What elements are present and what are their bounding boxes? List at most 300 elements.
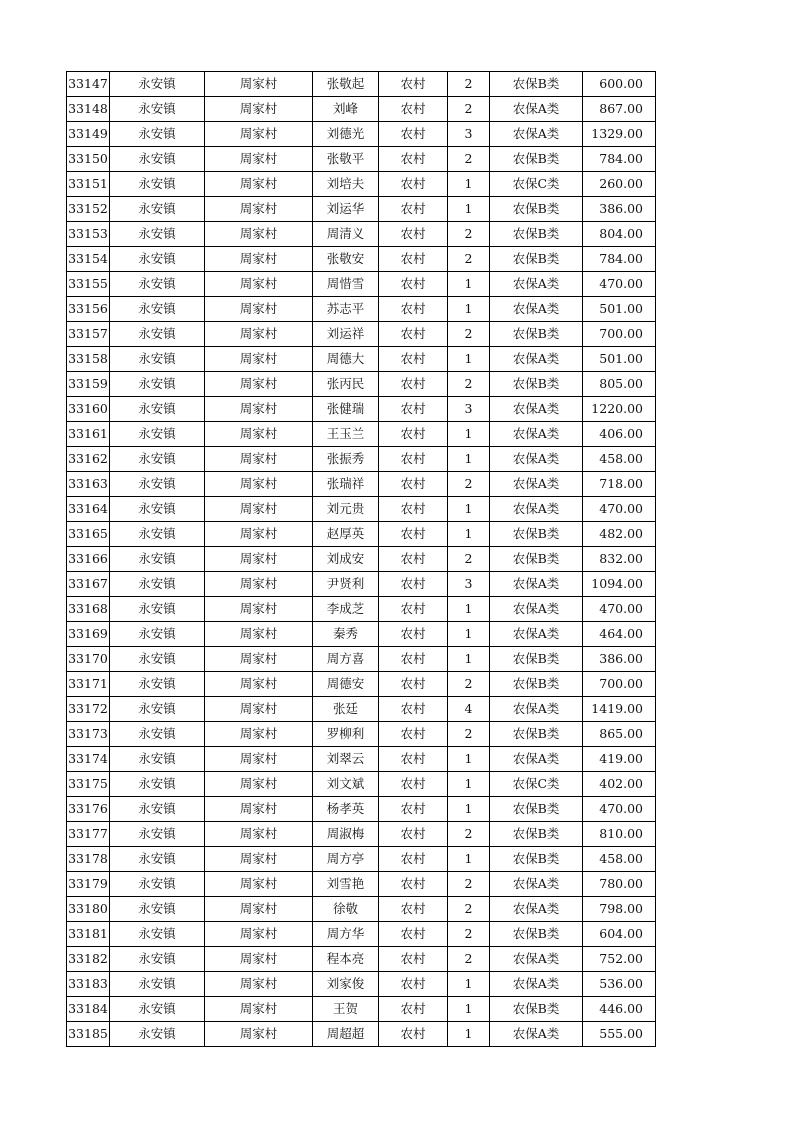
- insurance-category-cell: 农保A类: [490, 97, 583, 122]
- record-number-cell: 33165: [67, 522, 110, 547]
- town-cell: 永安镇: [110, 97, 205, 122]
- insurance-category-cell: 农保B类: [490, 72, 583, 97]
- person-name-cell: 张廷: [313, 697, 379, 722]
- record-number-cell: 33149: [67, 122, 110, 147]
- table-row: [67, 247, 656, 272]
- record-number-cell: 33167: [67, 572, 110, 597]
- household-type-cell: 农村: [379, 97, 448, 122]
- village-cell: 周家村: [205, 547, 313, 572]
- household-size-cell: 2: [448, 672, 490, 697]
- record-number-cell: 33185: [67, 1022, 110, 1047]
- household-type-cell: 农村: [379, 72, 448, 97]
- insurance-category-cell: 农保B类: [490, 722, 583, 747]
- amount-cell: 260.00: [583, 172, 656, 197]
- person-name-cell: 刘培夫: [313, 172, 379, 197]
- household-size-cell: 2: [448, 897, 490, 922]
- record-number-cell: 33182: [67, 947, 110, 972]
- record-number-cell: 33184: [67, 997, 110, 1022]
- household-size-cell: 1: [448, 597, 490, 622]
- amount-cell: 752.00: [583, 947, 656, 972]
- town-cell: 永安镇: [110, 1022, 205, 1047]
- amount-cell: 458.00: [583, 847, 656, 872]
- household-size-cell: 1: [448, 172, 490, 197]
- village-cell: 周家村: [205, 1022, 313, 1047]
- household-size-cell: 1: [448, 347, 490, 372]
- household-type-cell: 农村: [379, 1022, 448, 1047]
- household-size-cell: 4: [448, 697, 490, 722]
- person-name-cell: 赵厚英: [313, 522, 379, 547]
- roster-body: [67, 72, 656, 1047]
- household-size-cell: 1: [448, 997, 490, 1022]
- record-number-cell: 33181: [67, 922, 110, 947]
- person-name-cell: 周方亭: [313, 847, 379, 872]
- amount-cell: 604.00: [583, 922, 656, 947]
- insurance-category-cell: 农保B类: [490, 997, 583, 1022]
- insurance-category-cell: 农保A类: [490, 297, 583, 322]
- table-row: [67, 622, 656, 647]
- table-row: [67, 372, 656, 397]
- insurance-category-cell: 农保B类: [490, 372, 583, 397]
- household-type-cell: 农村: [379, 897, 448, 922]
- amount-cell: 867.00: [583, 97, 656, 122]
- village-cell: 周家村: [205, 247, 313, 272]
- household-size-cell: 2: [448, 872, 490, 897]
- household-type-cell: 农村: [379, 322, 448, 347]
- amount-cell: 464.00: [583, 622, 656, 647]
- table-row: [67, 597, 656, 622]
- insurance-category-cell: 农保A类: [490, 572, 583, 597]
- household-type-cell: 农村: [379, 822, 448, 847]
- town-cell: 永安镇: [110, 922, 205, 947]
- record-number-cell: 33155: [67, 272, 110, 297]
- town-cell: 永安镇: [110, 872, 205, 897]
- record-number-cell: 33169: [67, 622, 110, 647]
- insurance-category-cell: 农保A类: [490, 397, 583, 422]
- village-cell: 周家村: [205, 672, 313, 697]
- village-cell: 周家村: [205, 397, 313, 422]
- person-name-cell: 刘翠云: [313, 747, 379, 772]
- insurance-category-cell: 农保B类: [490, 797, 583, 822]
- insurance-category-cell: 农保B类: [490, 847, 583, 872]
- town-cell: 永安镇: [110, 172, 205, 197]
- table-row: [67, 772, 656, 797]
- household-type-cell: 农村: [379, 972, 448, 997]
- village-cell: 周家村: [205, 797, 313, 822]
- table-row: [67, 572, 656, 597]
- town-cell: 永安镇: [110, 447, 205, 472]
- insurance-category-cell: 农保C类: [490, 172, 583, 197]
- town-cell: 永安镇: [110, 272, 205, 297]
- town-cell: 永安镇: [110, 597, 205, 622]
- person-name-cell: 周方华: [313, 922, 379, 947]
- table-row: [67, 397, 656, 422]
- household-size-cell: 2: [448, 97, 490, 122]
- record-number-cell: 33176: [67, 797, 110, 822]
- table-row: [67, 947, 656, 972]
- town-cell: 永安镇: [110, 972, 205, 997]
- household-type-cell: 农村: [379, 472, 448, 497]
- household-size-cell: 2: [448, 472, 490, 497]
- insurance-category-cell: 农保A类: [490, 697, 583, 722]
- town-cell: 永安镇: [110, 572, 205, 597]
- table-row: [67, 647, 656, 672]
- household-type-cell: 农村: [379, 122, 448, 147]
- record-number-cell: 33158: [67, 347, 110, 372]
- household-type-cell: 农村: [379, 247, 448, 272]
- amount-cell: 832.00: [583, 547, 656, 572]
- person-name-cell: 张振秀: [313, 447, 379, 472]
- amount-cell: 1419.00: [583, 697, 656, 722]
- amount-cell: 804.00: [583, 222, 656, 247]
- household-type-cell: 农村: [379, 947, 448, 972]
- table-row: [67, 222, 656, 247]
- household-type-cell: 农村: [379, 922, 448, 947]
- person-name-cell: 刘成安: [313, 547, 379, 572]
- insurance-category-cell: 农保B类: [490, 672, 583, 697]
- household-size-cell: 1: [448, 447, 490, 472]
- household-type-cell: 农村: [379, 372, 448, 397]
- village-cell: 周家村: [205, 522, 313, 547]
- insurance-category-cell: 农保B类: [490, 647, 583, 672]
- town-cell: 永安镇: [110, 797, 205, 822]
- table-row: [67, 872, 656, 897]
- household-size-cell: 2: [448, 372, 490, 397]
- person-name-cell: 李成芝: [313, 597, 379, 622]
- person-name-cell: 秦秀: [313, 622, 379, 647]
- town-cell: 永安镇: [110, 697, 205, 722]
- record-number-cell: 33178: [67, 847, 110, 872]
- village-cell: 周家村: [205, 847, 313, 872]
- village-cell: 周家村: [205, 322, 313, 347]
- person-name-cell: 苏志平: [313, 297, 379, 322]
- village-cell: 周家村: [205, 822, 313, 847]
- town-cell: 永安镇: [110, 897, 205, 922]
- insurance-category-cell: 农保B类: [490, 547, 583, 572]
- amount-cell: 1220.00: [583, 397, 656, 422]
- record-number-cell: 33175: [67, 772, 110, 797]
- household-size-cell: 1: [448, 497, 490, 522]
- village-cell: 周家村: [205, 222, 313, 247]
- table-row: [67, 72, 656, 97]
- amount-cell: 406.00: [583, 422, 656, 447]
- amount-cell: 700.00: [583, 672, 656, 697]
- person-name-cell: 周方喜: [313, 647, 379, 672]
- record-number-cell: 33159: [67, 372, 110, 397]
- amount-cell: 798.00: [583, 897, 656, 922]
- household-type-cell: 农村: [379, 997, 448, 1022]
- person-name-cell: 张敬安: [313, 247, 379, 272]
- household-type-cell: 农村: [379, 847, 448, 872]
- allowance-roster-table: [66, 71, 656, 1047]
- amount-cell: 470.00: [583, 272, 656, 297]
- village-cell: 周家村: [205, 972, 313, 997]
- household-type-cell: 农村: [379, 147, 448, 172]
- town-cell: 永安镇: [110, 397, 205, 422]
- town-cell: 永安镇: [110, 647, 205, 672]
- town-cell: 永安镇: [110, 772, 205, 797]
- village-cell: 周家村: [205, 372, 313, 397]
- amount-cell: 470.00: [583, 497, 656, 522]
- person-name-cell: 刘峰: [313, 97, 379, 122]
- insurance-category-cell: 农保A类: [490, 747, 583, 772]
- amount-cell: 718.00: [583, 472, 656, 497]
- town-cell: 永安镇: [110, 422, 205, 447]
- household-size-cell: 1: [448, 797, 490, 822]
- town-cell: 永安镇: [110, 722, 205, 747]
- table-row: [67, 347, 656, 372]
- record-number-cell: 33157: [67, 322, 110, 347]
- town-cell: 永安镇: [110, 472, 205, 497]
- insurance-category-cell: 农保A类: [490, 947, 583, 972]
- household-type-cell: 农村: [379, 497, 448, 522]
- household-size-cell: 1: [448, 522, 490, 547]
- insurance-category-cell: 农保B类: [490, 822, 583, 847]
- person-name-cell: 张敬平: [313, 147, 379, 172]
- household-type-cell: 农村: [379, 522, 448, 547]
- record-number-cell: 33156: [67, 297, 110, 322]
- person-name-cell: 张敬起: [313, 72, 379, 97]
- village-cell: 周家村: [205, 272, 313, 297]
- town-cell: 永安镇: [110, 322, 205, 347]
- town-cell: 永安镇: [110, 197, 205, 222]
- village-cell: 周家村: [205, 922, 313, 947]
- town-cell: 永安镇: [110, 547, 205, 572]
- person-name-cell: 刘运祥: [313, 322, 379, 347]
- amount-cell: 780.00: [583, 872, 656, 897]
- record-number-cell: 33170: [67, 647, 110, 672]
- household-type-cell: 农村: [379, 572, 448, 597]
- insurance-category-cell: 农保A类: [490, 472, 583, 497]
- record-number-cell: 33171: [67, 672, 110, 697]
- person-name-cell: 周淑梅: [313, 822, 379, 847]
- household-type-cell: 农村: [379, 797, 448, 822]
- household-size-cell: 1: [448, 1022, 490, 1047]
- record-number-cell: 33161: [67, 422, 110, 447]
- table-row: [67, 547, 656, 572]
- insurance-category-cell: 农保A类: [490, 597, 583, 622]
- table-row: [67, 172, 656, 197]
- household-size-cell: 1: [448, 647, 490, 672]
- household-type-cell: 农村: [379, 272, 448, 297]
- person-name-cell: 刘运华: [313, 197, 379, 222]
- village-cell: 周家村: [205, 447, 313, 472]
- person-name-cell: 刘德光: [313, 122, 379, 147]
- insurance-category-cell: 农保B类: [490, 322, 583, 347]
- household-size-cell: 2: [448, 722, 490, 747]
- household-type-cell: 农村: [379, 547, 448, 572]
- household-type-cell: 农村: [379, 622, 448, 647]
- person-name-cell: 王贺: [313, 997, 379, 1022]
- person-name-cell: 尹贤利: [313, 572, 379, 597]
- village-cell: 周家村: [205, 872, 313, 897]
- person-name-cell: 王玉兰: [313, 422, 379, 447]
- village-cell: 周家村: [205, 622, 313, 647]
- village-cell: 周家村: [205, 697, 313, 722]
- household-size-cell: 2: [448, 222, 490, 247]
- town-cell: 永安镇: [110, 622, 205, 647]
- person-name-cell: 周超超: [313, 1022, 379, 1047]
- town-cell: 永安镇: [110, 747, 205, 772]
- insurance-category-cell: 农保C类: [490, 772, 583, 797]
- village-cell: 周家村: [205, 647, 313, 672]
- village-cell: 周家村: [205, 122, 313, 147]
- amount-cell: 805.00: [583, 372, 656, 397]
- household-type-cell: 农村: [379, 197, 448, 222]
- amount-cell: 700.00: [583, 322, 656, 347]
- household-size-cell: 1: [448, 847, 490, 872]
- household-size-cell: 2: [448, 547, 490, 572]
- record-number-cell: 33177: [67, 822, 110, 847]
- table-row: [67, 722, 656, 747]
- household-type-cell: 农村: [379, 222, 448, 247]
- insurance-category-cell: 农保A类: [490, 972, 583, 997]
- household-size-cell: 2: [448, 247, 490, 272]
- record-number-cell: 33163: [67, 472, 110, 497]
- person-name-cell: 徐敬: [313, 897, 379, 922]
- household-size-cell: 2: [448, 147, 490, 172]
- village-cell: 周家村: [205, 197, 313, 222]
- household-type-cell: 农村: [379, 697, 448, 722]
- village-cell: 周家村: [205, 947, 313, 972]
- village-cell: 周家村: [205, 97, 313, 122]
- household-size-cell: 2: [448, 922, 490, 947]
- table-row: [67, 197, 656, 222]
- amount-cell: 600.00: [583, 72, 656, 97]
- amount-cell: 470.00: [583, 597, 656, 622]
- record-number-cell: 33179: [67, 872, 110, 897]
- amount-cell: 386.00: [583, 197, 656, 222]
- household-size-cell: 1: [448, 972, 490, 997]
- insurance-category-cell: 农保A类: [490, 497, 583, 522]
- household-size-cell: 1: [448, 297, 490, 322]
- insurance-category-cell: 农保B类: [490, 522, 583, 547]
- table-row: [67, 672, 656, 697]
- town-cell: 永安镇: [110, 72, 205, 97]
- insurance-category-cell: 农保B类: [490, 197, 583, 222]
- person-name-cell: 刘文斌: [313, 772, 379, 797]
- table-row: [67, 422, 656, 447]
- table-row: [67, 847, 656, 872]
- table-row: [67, 147, 656, 172]
- household-size-cell: 3: [448, 397, 490, 422]
- insurance-category-cell: 农保A类: [490, 122, 583, 147]
- household-type-cell: 农村: [379, 297, 448, 322]
- household-type-cell: 农村: [379, 422, 448, 447]
- table-row: [67, 472, 656, 497]
- table-row: [67, 447, 656, 472]
- town-cell: 永安镇: [110, 347, 205, 372]
- table-row: [67, 897, 656, 922]
- table-row: [67, 97, 656, 122]
- household-type-cell: 农村: [379, 397, 448, 422]
- household-type-cell: 农村: [379, 647, 448, 672]
- table-row: [67, 1022, 656, 1047]
- insurance-category-cell: 农保A类: [490, 272, 583, 297]
- insurance-category-cell: 农保A类: [490, 897, 583, 922]
- record-number-cell: 33148: [67, 97, 110, 122]
- household-size-cell: 2: [448, 947, 490, 972]
- household-type-cell: 农村: [379, 447, 448, 472]
- person-name-cell: 周清义: [313, 222, 379, 247]
- record-number-cell: 33174: [67, 747, 110, 772]
- household-type-cell: 农村: [379, 772, 448, 797]
- table-row: [67, 497, 656, 522]
- village-cell: 周家村: [205, 722, 313, 747]
- insurance-category-cell: 农保A类: [490, 447, 583, 472]
- town-cell: 永安镇: [110, 822, 205, 847]
- town-cell: 永安镇: [110, 947, 205, 972]
- table-row: [67, 972, 656, 997]
- town-cell: 永安镇: [110, 672, 205, 697]
- town-cell: 永安镇: [110, 372, 205, 397]
- amount-cell: 536.00: [583, 972, 656, 997]
- household-type-cell: 农村: [379, 347, 448, 372]
- household-size-cell: 2: [448, 822, 490, 847]
- amount-cell: 501.00: [583, 297, 656, 322]
- village-cell: 周家村: [205, 422, 313, 447]
- record-number-cell: 33147: [67, 72, 110, 97]
- household-type-cell: 农村: [379, 172, 448, 197]
- household-size-cell: 1: [448, 772, 490, 797]
- record-number-cell: 33152: [67, 197, 110, 222]
- insurance-category-cell: 农保B类: [490, 922, 583, 947]
- household-size-cell: 1: [448, 272, 490, 297]
- household-type-cell: 农村: [379, 672, 448, 697]
- table-row: [67, 797, 656, 822]
- village-cell: 周家村: [205, 772, 313, 797]
- person-name-cell: 张瑞祥: [313, 472, 379, 497]
- household-type-cell: 农村: [379, 747, 448, 772]
- person-name-cell: 刘元贵: [313, 497, 379, 522]
- insurance-category-cell: 农保A类: [490, 622, 583, 647]
- record-number-cell: 33180: [67, 897, 110, 922]
- amount-cell: 1094.00: [583, 572, 656, 597]
- insurance-category-cell: 农保A类: [490, 872, 583, 897]
- household-type-cell: 农村: [379, 722, 448, 747]
- household-size-cell: 1: [448, 197, 490, 222]
- table-row: [67, 922, 656, 947]
- insurance-category-cell: 农保A类: [490, 347, 583, 372]
- village-cell: 周家村: [205, 497, 313, 522]
- village-cell: 周家村: [205, 147, 313, 172]
- record-number-cell: 33151: [67, 172, 110, 197]
- record-number-cell: 33150: [67, 147, 110, 172]
- town-cell: 永安镇: [110, 497, 205, 522]
- table-row: [67, 997, 656, 1022]
- person-name-cell: 杨孝英: [313, 797, 379, 822]
- village-cell: 周家村: [205, 747, 313, 772]
- town-cell: 永安镇: [110, 847, 205, 872]
- household-size-cell: 2: [448, 322, 490, 347]
- amount-cell: 784.00: [583, 147, 656, 172]
- record-number-cell: 33173: [67, 722, 110, 747]
- person-name-cell: 周德大: [313, 347, 379, 372]
- person-name-cell: 周德安: [313, 672, 379, 697]
- record-number-cell: 33160: [67, 397, 110, 422]
- record-number-cell: 33172: [67, 697, 110, 722]
- person-name-cell: 刘雪艳: [313, 872, 379, 897]
- household-size-cell: 1: [448, 622, 490, 647]
- village-cell: 周家村: [205, 572, 313, 597]
- table-row: [67, 522, 656, 547]
- household-size-cell: 1: [448, 747, 490, 772]
- record-number-cell: 33154: [67, 247, 110, 272]
- table-row: [67, 272, 656, 297]
- person-name-cell: 张健瑞: [313, 397, 379, 422]
- person-name-cell: 张丙民: [313, 372, 379, 397]
- insurance-category-cell: 农保A类: [490, 422, 583, 447]
- village-cell: 周家村: [205, 472, 313, 497]
